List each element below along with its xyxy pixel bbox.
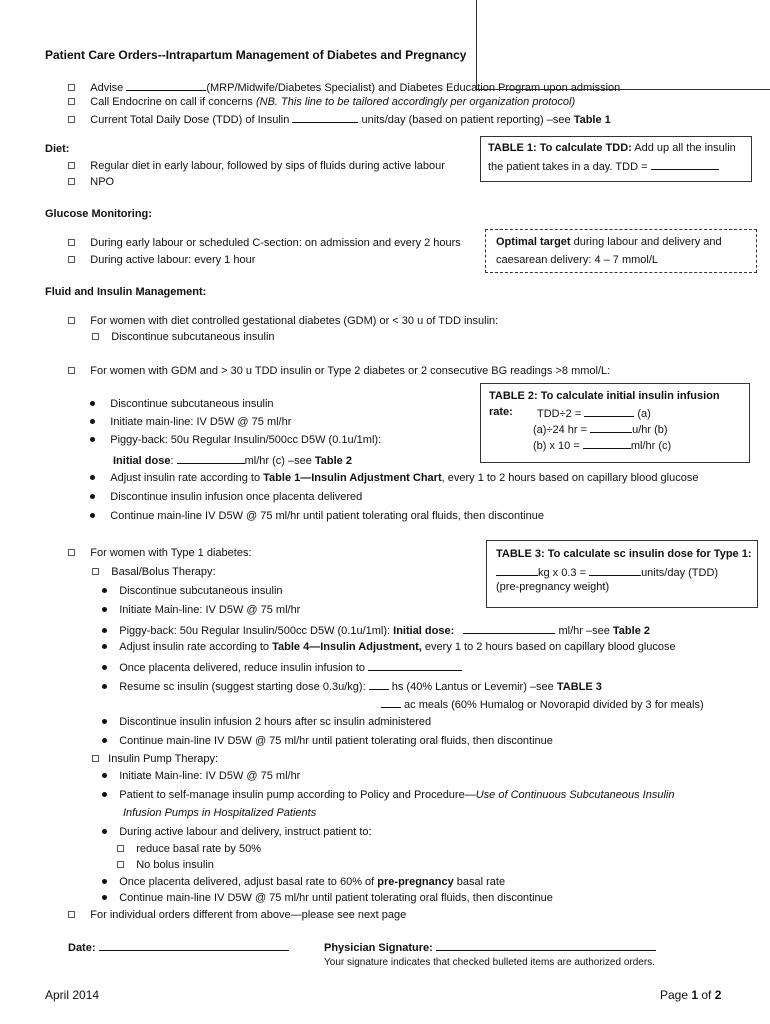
blank-line[interactable] — [583, 438, 631, 449]
checkbox[interactable] — [92, 568, 99, 575]
blank-line[interactable] — [381, 697, 401, 708]
bullet — [90, 513, 95, 518]
sub-checkbox-item: reduce basal rate by 50% — [117, 843, 261, 855]
bullet — [102, 588, 107, 593]
table1-line1: TABLE 1: To calculate TDD: Add up all the insulin — [488, 142, 736, 154]
bullet — [102, 879, 107, 884]
bullet-item: Adjust insulin rate according to Table 4—Insulin Adjustment, every 1 to 2 hours based on capillary blood glucose — [102, 641, 676, 653]
bullet — [102, 628, 107, 633]
date-input-line[interactable] — [99, 940, 289, 951]
table3-line3: (pre-pregnancy weight) — [496, 581, 610, 593]
date-field: Date: — [68, 940, 289, 954]
bullet-item: Continue main-line IV D5W @ 75 ml/hr until patient tolerating oral fluids, then discontinue — [102, 735, 553, 747]
blank-line[interactable] — [651, 159, 719, 170]
table2-title: TABLE 2: To calculate initial insulin infusion — [489, 390, 720, 402]
glucose-item: During active labour: every 1 hour — [68, 254, 255, 266]
patient-label-box — [476, 0, 770, 90]
bullet-item: Initiate main-line: IV D5W @ 75 ml/hr — [90, 416, 291, 428]
bullet-item: Once placenta delivered, adjust basal rate to 60% of pre-pregnancy basal rate — [102, 876, 505, 888]
bullet — [102, 644, 107, 649]
policy-line2: Infusion Pumps in Hospitalized Patients — [123, 807, 317, 819]
bullet-item: Continue main-line IV D5W @ 75 ml/hr until patient tolerating oral fluids, then discontinue — [102, 892, 553, 904]
bullet-item: Discontinue insulin infusion 2 hours after sc insulin administered — [102, 716, 431, 728]
table2-row: (b) x 10 = ml/hr (c) — [533, 440, 672, 452]
endo-item: Call Endocrine on call if concerns (NB. This line to be tailored accordingly per organization protocol) — [68, 96, 575, 108]
glucose-item: During early labour or scheduled C-section: on admission and every 2 hours — [68, 237, 461, 249]
checkbox[interactable] — [68, 317, 75, 324]
bullet-item: Patient to self-manage insulin pump according to Policy and Procedure—Use of Continuous Subcutaneous Insulin — [102, 789, 674, 801]
blank-line[interactable] — [496, 565, 538, 576]
signature-field: Physician Signature: — [324, 940, 656, 954]
checkbox[interactable] — [68, 98, 75, 105]
bullet-item: Piggy-back: 50u Regular Insulin/500cc D5W (0.1u/1ml): — [90, 434, 381, 446]
table3-line2: kg x 0.3 = units/day (TDD) — [496, 565, 718, 579]
bullet — [102, 607, 107, 612]
bullet — [102, 738, 107, 743]
signature-note: Your signature indicates that checked bulleted items are authorized orders. — [324, 957, 655, 968]
checkbox[interactable] — [68, 178, 75, 185]
bullet — [102, 829, 107, 834]
resume-line2: ac meals (60% Humalog or Novorapid divided by 3 for meals) — [381, 697, 704, 711]
bullet-item: Once placenta delivered, reduce insulin infusion to — [102, 660, 462, 674]
basal-bolus-item: Basal/Bolus Therapy: — [92, 566, 216, 578]
bullet-item: Adjust insulin rate according to Table 1—Insulin Adjustment Chart, every 1 to 2 hours based on capillary blood glucose — [90, 472, 698, 484]
type1-item: For women with Type 1 diabetes: — [68, 547, 252, 559]
bullet-item: Resume sc insulin (suggest starting dose 0.3u/kg): hs (40% Lantus or Levemir) –see TABLE 3 — [102, 679, 602, 693]
blank-line[interactable] — [368, 660, 462, 671]
pump-item: Insulin Pump Therapy: — [92, 753, 218, 765]
target-line1: Optimal target during labour and delivery and — [496, 236, 722, 248]
target-line2: caesarean delivery: 4 – 7 mmol/L — [496, 254, 659, 266]
checkbox[interactable] — [68, 116, 75, 123]
glucose-heading: Glucose Monitoring: — [45, 208, 152, 220]
bullet-item: Initiate Main-line: IV D5W @ 75 ml/hr — [102, 770, 300, 782]
bullet-item: Initiate Main-line: IV D5W @ 75 ml/hr — [102, 604, 300, 616]
checkbox[interactable] — [117, 845, 124, 852]
bullet — [90, 494, 95, 499]
blank-line[interactable] — [589, 565, 641, 576]
bullet-item: Discontinue insulin infusion once placenta delivered — [90, 491, 362, 503]
blank-line[interactable] — [292, 112, 358, 123]
tdd-item: Current Total Daily Dose (TDD) of Insulin units/day (based on patient reporting) –see Table 1 — [68, 112, 611, 126]
checkbox[interactable] — [68, 162, 75, 169]
blank-line[interactable] — [369, 679, 389, 690]
bullet — [102, 684, 107, 689]
individual-orders-item: For individual orders different from above—please see next page — [68, 909, 406, 921]
bullet-item: Piggy-back: 50u Regular Insulin/500cc D5W (0.1u/1ml): Initial dose: ml/hr –see Table 2 — [102, 623, 650, 637]
checkbox[interactable] — [68, 549, 75, 556]
blank-line[interactable] — [463, 623, 555, 634]
table2-rate-label: rate: — [489, 406, 513, 418]
bullet — [102, 665, 107, 670]
bullet — [90, 475, 95, 480]
advise-item: Advise (MRP/Midwife/Diabetes Specialist) and Diabetes Education Program upon admission — [68, 80, 620, 94]
checkbox[interactable] — [68, 239, 75, 246]
blank-line[interactable] — [177, 453, 245, 464]
bullet — [102, 895, 107, 900]
signature-input-line[interactable] — [436, 940, 656, 951]
bullet — [90, 437, 95, 442]
footer-date: April 2014 — [45, 988, 100, 1002]
bullet-item: Discontinue subcutaneous insulin — [102, 585, 283, 597]
initial-dose-line: Initial dose: ml/hr (c) –see Table 2 — [113, 455, 352, 467]
diet-item: NPO — [68, 176, 114, 188]
checkbox[interactable] — [68, 911, 75, 918]
checkbox[interactable] — [68, 84, 75, 91]
diet-heading: Diet: — [45, 143, 70, 155]
diet-item: Regular diet in early labour, followed by sips of fluids during active labour — [68, 160, 445, 172]
checkbox[interactable] — [92, 755, 99, 762]
bullet — [90, 401, 95, 406]
bullet — [102, 719, 107, 724]
bullet-item: Continue main-line IV D5W @ 75 ml/hr until patient tolerating oral fluids, then discontinue — [90, 510, 544, 522]
table2-row: TDD÷2 = (a) — [537, 408, 651, 420]
bullet — [90, 419, 95, 424]
gdm-low-item: For women with diet controlled gestational diabetes (GDM) or < 30 u of TDD insulin: — [68, 315, 498, 327]
checkbox[interactable] — [68, 256, 75, 263]
table2-row: (a)÷24 hr = u/hr (b) — [533, 424, 668, 436]
bullet — [102, 792, 107, 797]
gdm-high-item: For women with GDM and > 30 u TDD insulin or Type 2 diabetes or 2 consecutive BG readings >8 mmol/L: — [68, 365, 610, 377]
bullet — [102, 773, 107, 778]
blank-line[interactable] — [126, 80, 206, 91]
fluid-heading: Fluid and Insulin Management: — [45, 286, 207, 298]
checkbox[interactable] — [68, 367, 75, 374]
bullet-item: During active labour and delivery, instruct patient to: — [102, 826, 372, 838]
blank-line[interactable] — [584, 406, 634, 417]
table3-title: TABLE 3: To calculate sc insulin dose for Type 1: — [496, 548, 752, 560]
gdm-low-sub-item: Discontinue subcutaneous insulin — [92, 331, 275, 343]
blank-line[interactable] — [590, 422, 632, 433]
sub-checkbox-item: No bolus insulin — [117, 859, 214, 871]
checkbox[interactable] — [117, 861, 124, 868]
table1-line2: the patient takes in a day. TDD = — [488, 159, 719, 173]
checkbox[interactable] — [92, 333, 99, 340]
page-number: Page 1 of 2 — [660, 988, 722, 1002]
bullet-item: Discontinue subcutaneous insulin — [90, 398, 274, 410]
page-title: Patient Care Orders--Intrapartum Management of Diabetes and Pregnancy — [45, 48, 467, 62]
